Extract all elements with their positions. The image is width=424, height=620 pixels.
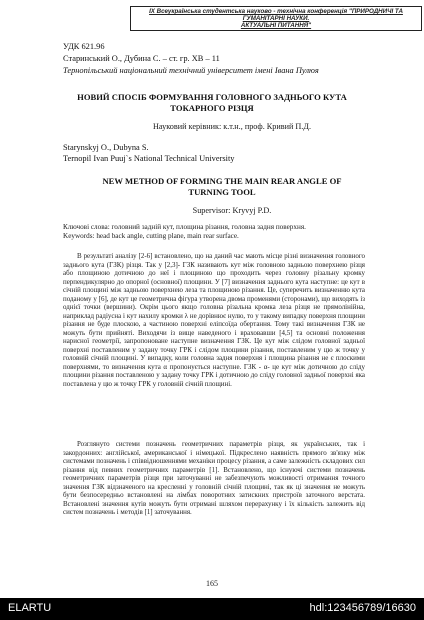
authors-ukr: Старинський О., Дубина С. – ст. гр. ХВ – 11	[63, 54, 220, 63]
repository-name: ELARTU	[8, 602, 52, 614]
title-eng-line2: TURNING TOOL	[188, 186, 256, 197]
body-paragraph-1: В результаті аналізу [2-6] встановлено, що на даний час мають місце різні визначення головного заднього кута (ГЗК) різця. Так у [2,3]- ГЗК називають кут між головною задньою поверхнею різця або площиною дотичною до неї і площиною що проходить через головну різальну кромку перпендикулярно до опорної (основної) площини. У [7] визначення заднього кута наступне: це кут в січній площині між задньою поверхнею леза та площиною різання. Це, суперечить визначенню кута поданому у [6], де кут це геометрична фігура утворена двома променями (сторонами), що виходять із однієї точки (вершини). Окрім цього якщо головна різальна кромка леза різця не прямолінійна, наприклад радіусна і кут нахилу кромки λ не дорівнює нулю, то у такому випадку поверхня площини різання не буде плоскою, а частиною поверхні еліпсоїда обертання. Тому такі визначення ГЗК не можуть бути прийняті. Виходячи із вище наведеного і враховавши [4,5] та основні положення нарисної геометрії, запропоноване наступне визначення ГЗК. Це кут між слідом головної задньої поверхні поставленим у задану точку ГРК і слідом площини різання, поставленим у цю ж точку у головній січній площині. У випадку, коли головна задня поверхня і площина різання не є плоскими поверхнями, то визначення кута α пропонується наступне. ГЗК - α- це кут між дотичною до сліду площини різання поставленою у задану точку ГРК і дотичною до сліду головної задньої поверхні яка поставлена у цю ж точку ГРК у головній січній площині.	[63, 252, 365, 388]
conference-header-line1: IX Всеукраїнська студентська науково - технічна конференція "ПРИРОДНИЧІ ТА ГУМАНІТАРНІ НАУКИ.	[149, 8, 403, 22]
title-eng	[40, 176, 404, 197]
keywords-ukr: Ключові слова: головний задній кут, площина різання, головна задня поверхня.	[63, 223, 306, 231]
title-ukr-line1: НОВИЙ СПОСІБ ФОРМУВАННЯ ГОЛОВНОГО ЗАДНЬОГО КУТА	[77, 92, 347, 102]
authors-eng: Starynskyj O., Dubyna S.	[63, 143, 149, 152]
supervisor-ukr: Науковий керівник: к.т.н., проф. Кривий П.Д.	[153, 122, 311, 131]
title-ukr	[30, 92, 394, 113]
title-ukr-line2: ТОКАРНОГО РІЗЦЯ	[170, 102, 254, 113]
handle-identifier: hdl:123456789/16630	[309, 602, 416, 614]
udc-code: УДК 621.96	[63, 42, 105, 51]
keywords-eng: Keywords: head back angle, cutting plane, main rear surface.	[63, 232, 239, 240]
conference-header-box	[130, 6, 422, 31]
page-number: 165	[206, 579, 218, 588]
body-paragraph-2: Розглянуто системи позначень геометричних параметрів різця, як українських, так і закордонних: англійської, американської і німецької. Підкреслено наявність прямого зв'язку між системами позначень і співвідношеннями механіки процесу різання, а саме залежність складових сил різання від певних геометричних параметрів [1]. Встановлено, що існуючі системи позначень геометричних параметрів різця при заточуванні не забезпечують можливості отримання точного значення ГЗК відзначеного на кресленні у головній січній площині, так як ці значення не можуть бути безпосередньо встановлені на лімбах поворотних затискних пристроїв заточного верстата. Встановлені значення кутів можуть бути отримані шляхом перерахунку і їх кількість залежить від систем позначень і методів [1] заточування.	[63, 440, 365, 516]
title-eng-line1: NEW METHOD OF FORMING THE MAIN REAR ANGLE OF	[102, 176, 342, 186]
affiliation-eng: Ternopil Ivan Puuj`s National Technical University	[63, 154, 235, 163]
conference-header-line2: АКТУАЛЬНІ ПИТАННЯ"	[240, 22, 312, 29]
footer-bar	[0, 598, 424, 620]
supervisor-eng: Supervisor: Kryvyj P.D.	[192, 206, 272, 215]
affiliation-ukr: Тернопільський національний технічний університет імені Івана Пулюя	[63, 66, 319, 75]
